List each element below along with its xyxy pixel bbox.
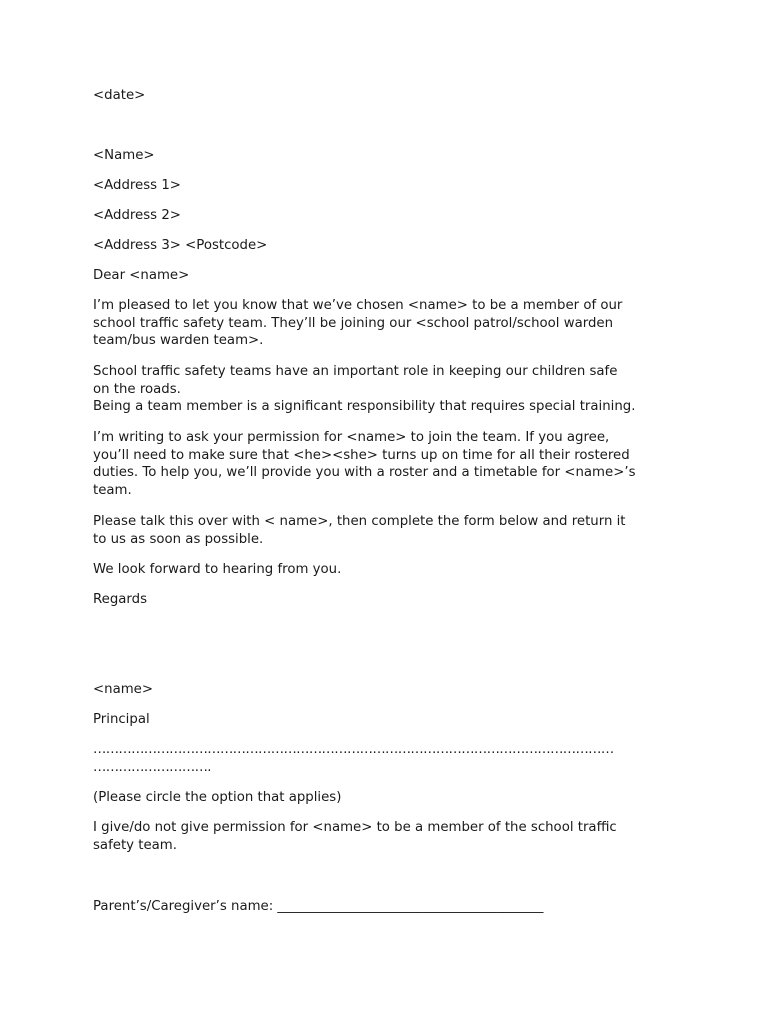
- permission-statement: [93, 819, 693, 854]
- paragraph-line: school traffic safety team. They’ll be joining our <school patrol/school warden: [93, 315, 614, 331]
- signer-title: Principal: [93, 712, 150, 727]
- address-line-1: <Address 1>: [93, 178, 181, 193]
- paragraph-line: Please talk this over with < name>, then complete the form below and return it: [93, 514, 626, 529]
- paragraph-selection: [93, 297, 693, 350]
- paragraph-line: team/bus warden team>.: [93, 333, 264, 348]
- paragraph-return-form: [93, 513, 693, 548]
- paragraph-line: I’m writing to ask your permission for <name> to join the team. If you agree,: [93, 430, 610, 445]
- cut-line: ……………………….: [93, 760, 211, 775]
- signer-name: <name>: [93, 682, 153, 697]
- letter-date: <date>: [93, 88, 146, 103]
- paragraph-role: [93, 363, 693, 416]
- paragraph-closing: We look forward to hearing from you.: [93, 562, 342, 577]
- closing-regards: Regards: [93, 592, 148, 607]
- paragraph-line: safety team.: [93, 837, 177, 853]
- cut-line: ……………………………………………………………………………………………………………: [93, 742, 614, 757]
- paragraph-line: to us as soon as possible.: [93, 531, 264, 547]
- paragraph-line: I’m pleased to let you know that we’ve chosen <name> to be a member of our: [93, 298, 623, 313]
- paragraph-line: duties. To help you, we’ll provide you with a roster and a timetable for <name>’s: [93, 465, 636, 480]
- paragraph-line: on the roads.: [93, 381, 181, 397]
- paragraph-line: School traffic safety teams have an important role in keeping our children safe: [93, 364, 618, 379]
- paragraph-line: you’ll need to make sure that <he><she> turns up on time for all their rostered: [93, 447, 630, 463]
- address-line-2: <Address 2>: [93, 208, 181, 223]
- paragraph-permission-request: [93, 429, 693, 499]
- salutation: Dear <name>: [93, 268, 190, 283]
- paragraph-line: Being a team member is a significant responsibility that requires special training.: [93, 399, 636, 414]
- paragraph-line: team.: [93, 482, 132, 498]
- address-line-3: <Address 3> <Postcode>: [93, 238, 268, 253]
- recipient-name: <Name>: [93, 148, 155, 163]
- paragraph-line: I give/do not give permission for <name> to be a member of the school traffic: [93, 820, 617, 835]
- parent-name-field[interactable]: Parent’s/Caregiver’s name: ________________________________________: [93, 899, 544, 914]
- form-instruction: (Please circle the option that applies): [93, 790, 342, 805]
